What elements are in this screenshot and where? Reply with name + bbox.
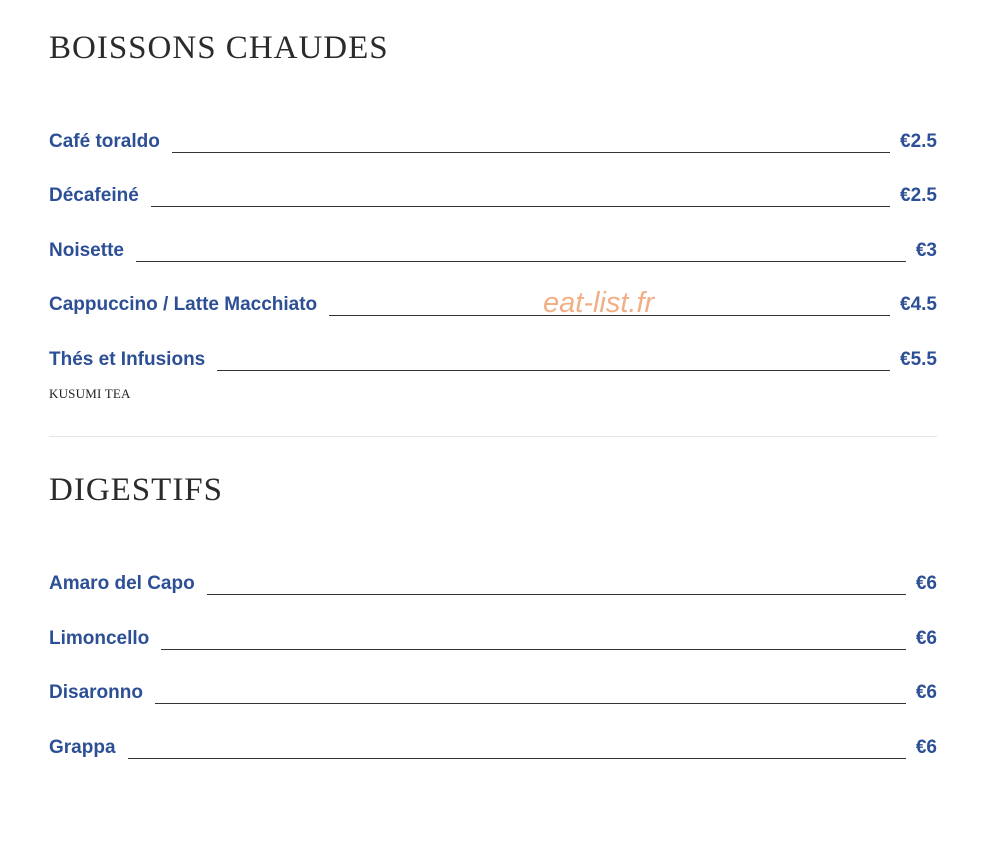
item-name: Thés et Infusions bbox=[49, 349, 206, 370]
section-title-digestifs: DIGESTIFS bbox=[49, 472, 224, 508]
item-name: Grappa bbox=[49, 737, 116, 758]
item-name: Décafeiné bbox=[49, 185, 139, 206]
item-price: €6 bbox=[915, 573, 937, 594]
menu-item-decafeine bbox=[49, 182, 937, 208]
item-note-kusumi-tea: KUSUMI TEA bbox=[49, 386, 131, 401]
item-name: Disaronno bbox=[49, 682, 143, 703]
watermark: eat-list.fr bbox=[543, 287, 655, 319]
item-price: €6 bbox=[915, 682, 937, 703]
dotted-leader-line bbox=[217, 370, 890, 371]
menu-item-grappa bbox=[49, 734, 937, 760]
item-price: €6 bbox=[915, 737, 937, 758]
item-price: €5.5 bbox=[900, 349, 937, 370]
item-name: Amaro del Capo bbox=[49, 573, 195, 594]
dotted-leader-line bbox=[207, 594, 906, 595]
dotted-leader-line bbox=[161, 649, 906, 650]
menu-item-thes-infusions bbox=[49, 346, 937, 372]
dotted-leader-line bbox=[155, 703, 906, 704]
item-price: €6 bbox=[915, 628, 937, 649]
dotted-leader-line bbox=[172, 152, 890, 153]
item-price: €3 bbox=[915, 240, 937, 261]
item-price: €2.5 bbox=[900, 185, 937, 206]
menu-item-limoncello bbox=[49, 625, 937, 651]
item-name: Café toraldo bbox=[49, 131, 160, 152]
dotted-leader-line bbox=[136, 261, 906, 262]
section-title-boissons-chaudes: BOISSONS CHAUDES bbox=[49, 30, 389, 66]
item-name: Cappuccino / Latte Macchiato bbox=[49, 294, 318, 315]
section-divider bbox=[49, 436, 937, 437]
item-price: €4.5 bbox=[900, 294, 937, 315]
menu-item-noisette bbox=[49, 237, 937, 263]
menu-item-disaronno bbox=[49, 679, 937, 705]
item-name: Limoncello bbox=[49, 628, 150, 649]
item-price: €2.5 bbox=[900, 131, 937, 152]
item-name: Noisette bbox=[49, 240, 124, 261]
menu-item-cappuccino bbox=[49, 287, 937, 319]
menu-item-cafe-toraldo bbox=[49, 128, 937, 154]
dotted-leader-line bbox=[128, 758, 906, 759]
dotted-leader-line bbox=[151, 206, 890, 207]
menu-item-amaro-del-capo bbox=[49, 570, 937, 596]
